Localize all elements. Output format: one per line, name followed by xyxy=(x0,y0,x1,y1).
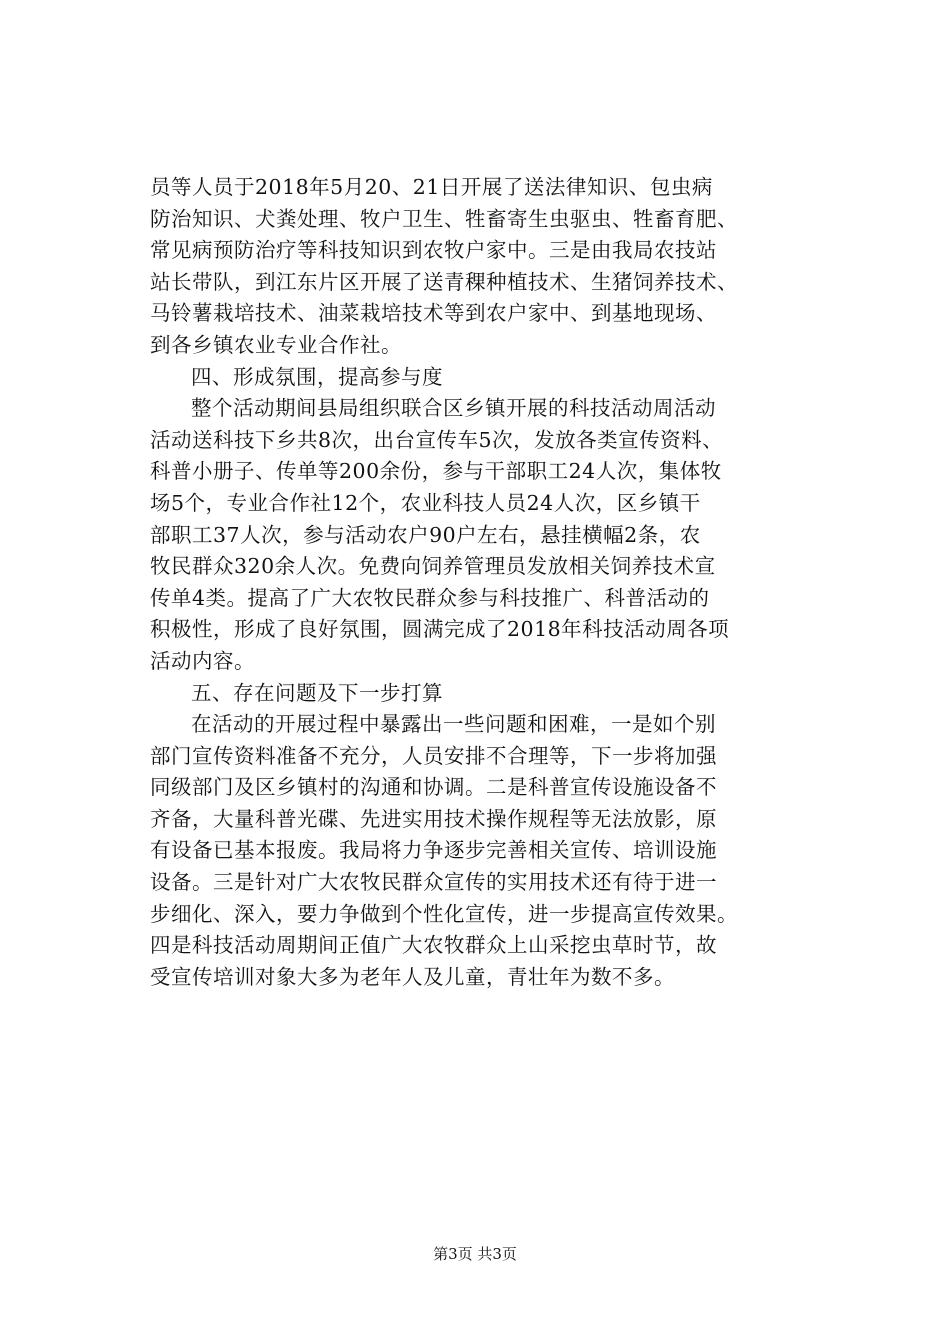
text-line: 常见病预防治疗等科技知识到农牧户家中。三是由我局农技站 xyxy=(150,238,717,263)
text-line: 设备。三是针对广大农牧民群众宣传的实用技术还有待于进一 xyxy=(150,870,717,895)
text-line: 同级部门及区乡镇村的沟通和协调。二是科普宣传设施设备不 xyxy=(150,775,717,800)
text-line: 整个活动期间县局组织联合区乡镇开展的科技活动周活动 xyxy=(191,396,716,421)
text-line: 科普小册子、传单等200余份，参与干部职工24人次，集体牧 xyxy=(150,459,722,484)
page-footer: 第3页 共3页 xyxy=(433,1245,517,1263)
text-line: 场5个，专业合作社12个，农业科技人员24人次，区乡镇干 xyxy=(150,490,701,515)
text-line: 积极性，形成了良好氛围，圆满完成了2018年科技活动周各项 xyxy=(150,617,730,642)
text-line: 活动送科技下乡共8次，出台宣传车5次，发放各类宣传资料、 xyxy=(150,427,724,452)
text-line: 防治知识、犬粪处理、牧户卫生、牲畜寄生虫驱虫、牲畜育肥、 xyxy=(150,206,738,231)
text-line: 有设备已基本报废。我局将力争逐步完善相关宣传、培训设施 xyxy=(150,838,717,863)
text-line: 步细化、深入，要力争做到个性化宣传，进一步提高宣传效果。 xyxy=(150,901,738,926)
text-line: 员等人员于2018年5月20、21日开展了送法律知识、包虫病 xyxy=(150,175,713,199)
text-line: 牧民群众320余人次。免费向饲养管理员发放相关饲养技术宣 xyxy=(150,554,716,579)
text-line: 马铃薯栽培技术、油菜栽培技术等到农户家中、到基地现场、 xyxy=(150,301,717,326)
text-line: 部门宣传资料准备不充分，人员安排不合理等，下一步将加强 xyxy=(150,743,717,768)
text-line: 在活动的开展过程中暴露出一些问题和困难，一是如个别 xyxy=(191,712,716,737)
text-line: 受宣传培训对象大多为老年人及儿童，青壮年为数不多。 xyxy=(150,964,675,989)
text-line: 齐备，大量科普光碟、先进实用技术操作规程等无法放影，原 xyxy=(150,806,717,831)
text-line: 传单4类。提高了广大农牧民群众参与科技推广、科普活动的 xyxy=(150,585,710,610)
text-line: 部职工37人次，参与活动农户90户左右，悬挂横幅2条，农 xyxy=(150,522,701,547)
text-line: 四是科技活动周期间正值广大农牧群众上山采挖虫草时节，故 xyxy=(150,933,717,958)
text-line: 活动内容。 xyxy=(150,648,255,673)
document-body xyxy=(150,172,830,993)
text-line: 四、形成氛围，提高参与度 xyxy=(191,364,443,389)
text-line: 站长带队，到江东片区开展了送青稞种植技术、生猪饲养技术、 xyxy=(150,269,738,294)
text-line: 到各乡镇农业专业合作社。 xyxy=(150,332,402,357)
text-line: 五、存在问题及下一步打算 xyxy=(191,680,443,705)
